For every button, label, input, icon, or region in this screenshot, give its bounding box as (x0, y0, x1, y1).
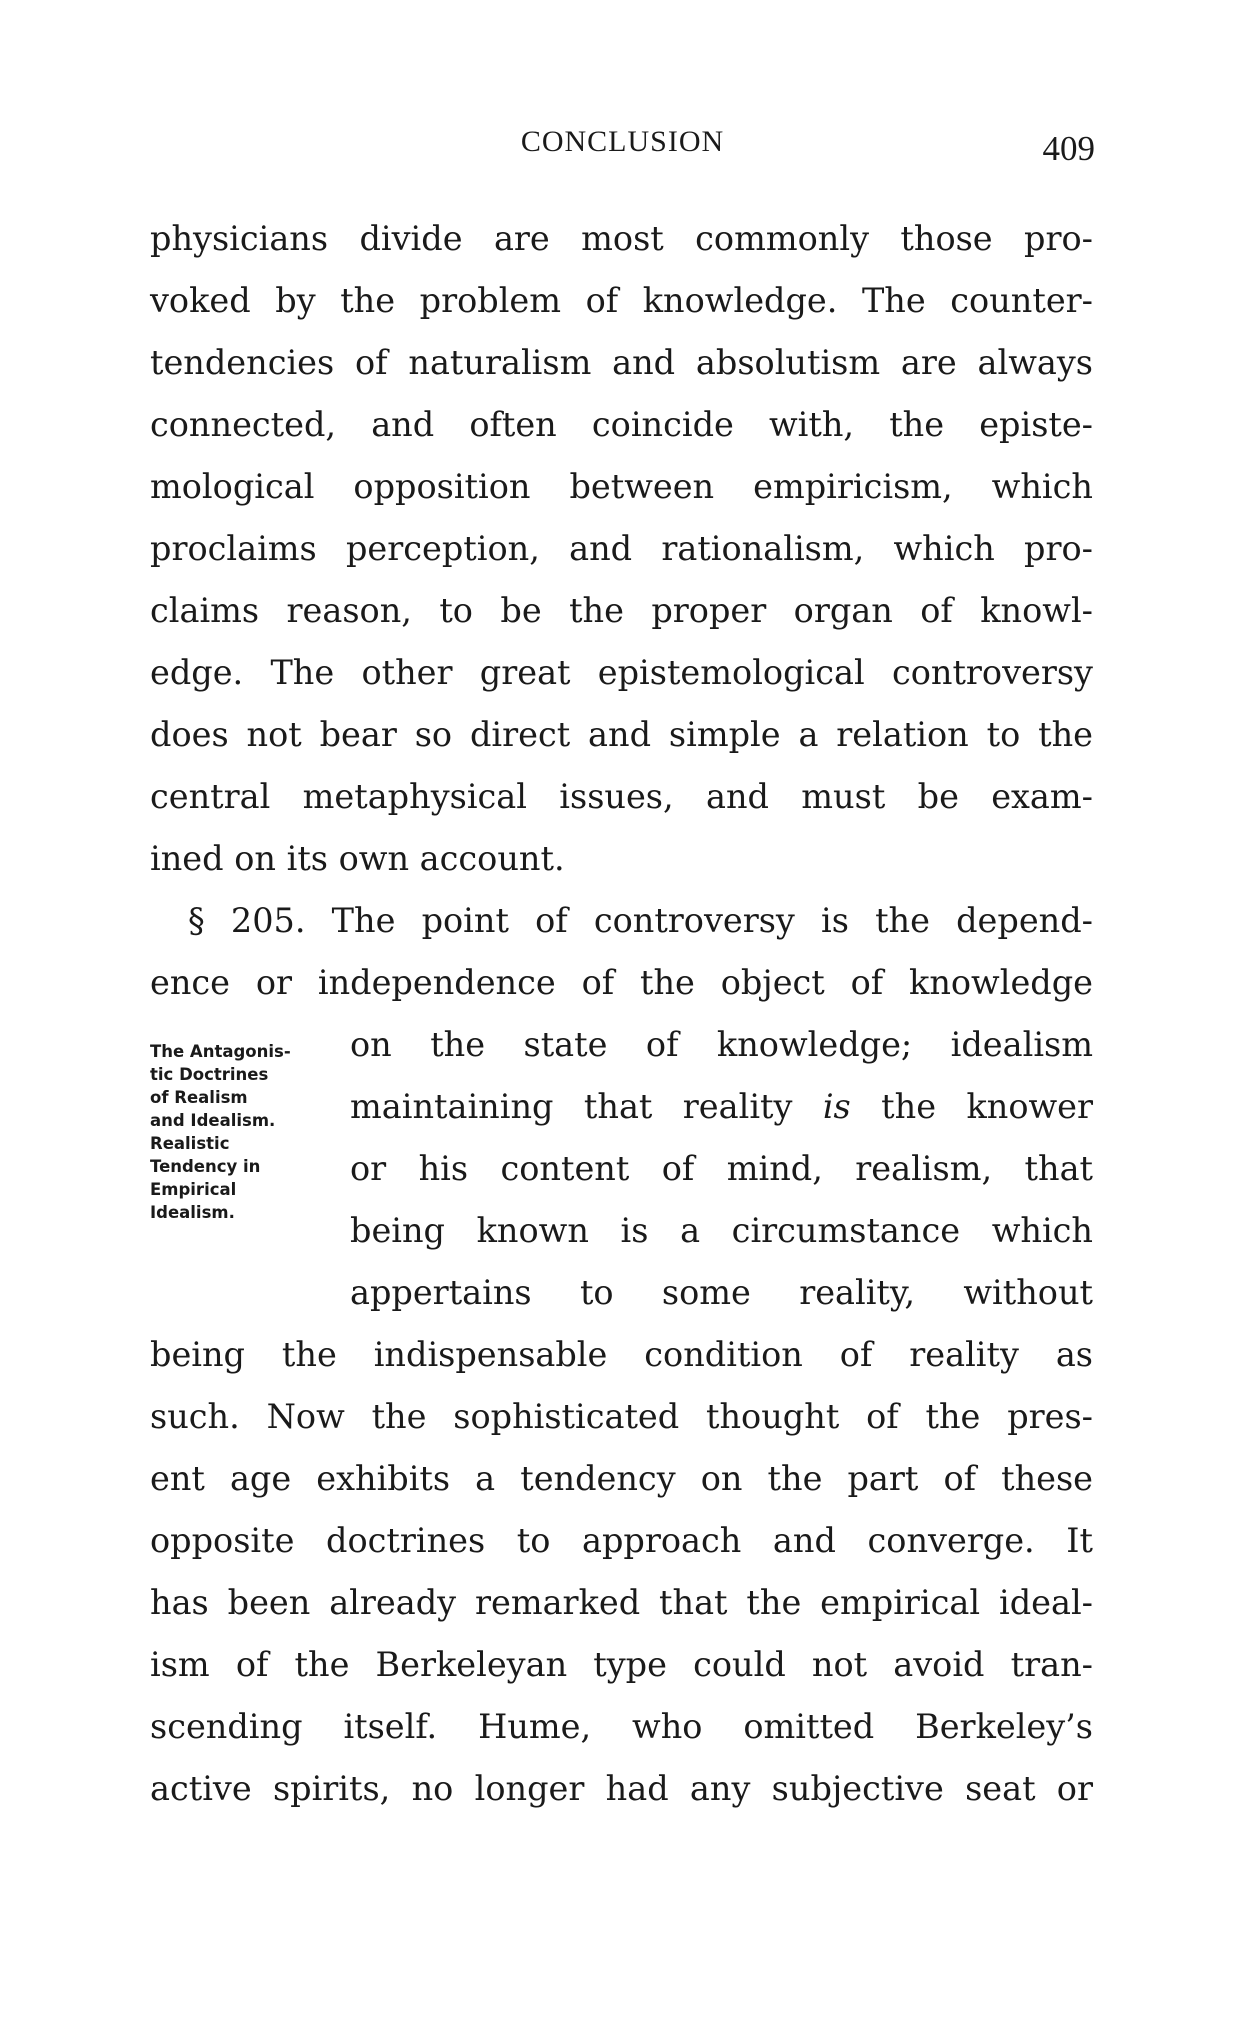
margin-note-line: and Idealism. (150, 1111, 276, 1130)
text-line: voked by the problem of knowledge. The counter- (150, 281, 1093, 320)
text-line: has been already remarked that the empirical ideal- (150, 1583, 1093, 1622)
text-line: claims reason, to be the proper organ of knowl- (150, 591, 1093, 630)
text-line: being known is a circumstance which (350, 1211, 1093, 1250)
text-line: proclaims perception, and rationalism, which pro- (150, 529, 1093, 568)
text-line: mological opposition between empiricism, which (150, 467, 1093, 506)
text-line: connected, and often coincide with, the episte- (150, 405, 1093, 444)
text-line: scending itself. Hume, who omitted Berkeley’s (150, 1707, 1093, 1746)
text-line: appertains to some reality, without (350, 1273, 1093, 1312)
text-line: such. Now the sophisticated thought of the pres- (150, 1397, 1093, 1436)
margin-note-line: Realistic (150, 1134, 230, 1153)
text-line: edge. The other great epistemological controversy (150, 653, 1093, 692)
text-line: does not bear so direct and simple a relation to the (150, 715, 1093, 754)
text-line: opposite doctrines to approach and converge. It (150, 1521, 1093, 1560)
margin-note-line: Empirical (150, 1180, 237, 1199)
margin-note-line: tic Doctrines (150, 1065, 269, 1084)
running-head: CONCLUSION (520, 125, 725, 158)
text-line: ence or independence of the object of knowledge (150, 963, 1093, 1002)
margin-note-line: Idealism. (150, 1203, 235, 1222)
text-line: being the indispensable condition of reality as (150, 1335, 1093, 1374)
margin-note-line: of Realism (150, 1088, 248, 1107)
text-line: ism of the Berkeleyan type could not avoid tran- (150, 1645, 1093, 1684)
text-line: ined on its own account. (150, 839, 565, 878)
text-line: ent age exhibits a tendency on the part of these (150, 1459, 1093, 1498)
emphasis: is (822, 1087, 851, 1126)
margin-note-line: The Antagonis- (150, 1042, 291, 1061)
margin-note (150, 1040, 350, 1224)
text-line: active spirits, no longer had any subjective seat or (150, 1769, 1093, 1808)
text-line: central metaphysical issues, and must be exam- (150, 777, 1093, 816)
text-fragment: maintaining that reality is the knower (350, 1087, 1093, 1126)
section-opening-line: § 205. The point of controversy is the depend- (188, 901, 1093, 940)
page-number: 409 (1042, 129, 1095, 168)
text-line (350, 1076, 1093, 1138)
text-line: on the state of knowledge; idealism (350, 1025, 1093, 1064)
text-line: or his content of mind, realism, that (350, 1149, 1093, 1188)
text-line: tendencies of naturalism and absolutism are always (150, 343, 1093, 382)
page-header (150, 125, 1095, 175)
text-line: physicians divide are most commonly those pro- (150, 219, 1093, 258)
margin-note-line: Tendency in (150, 1157, 261, 1176)
